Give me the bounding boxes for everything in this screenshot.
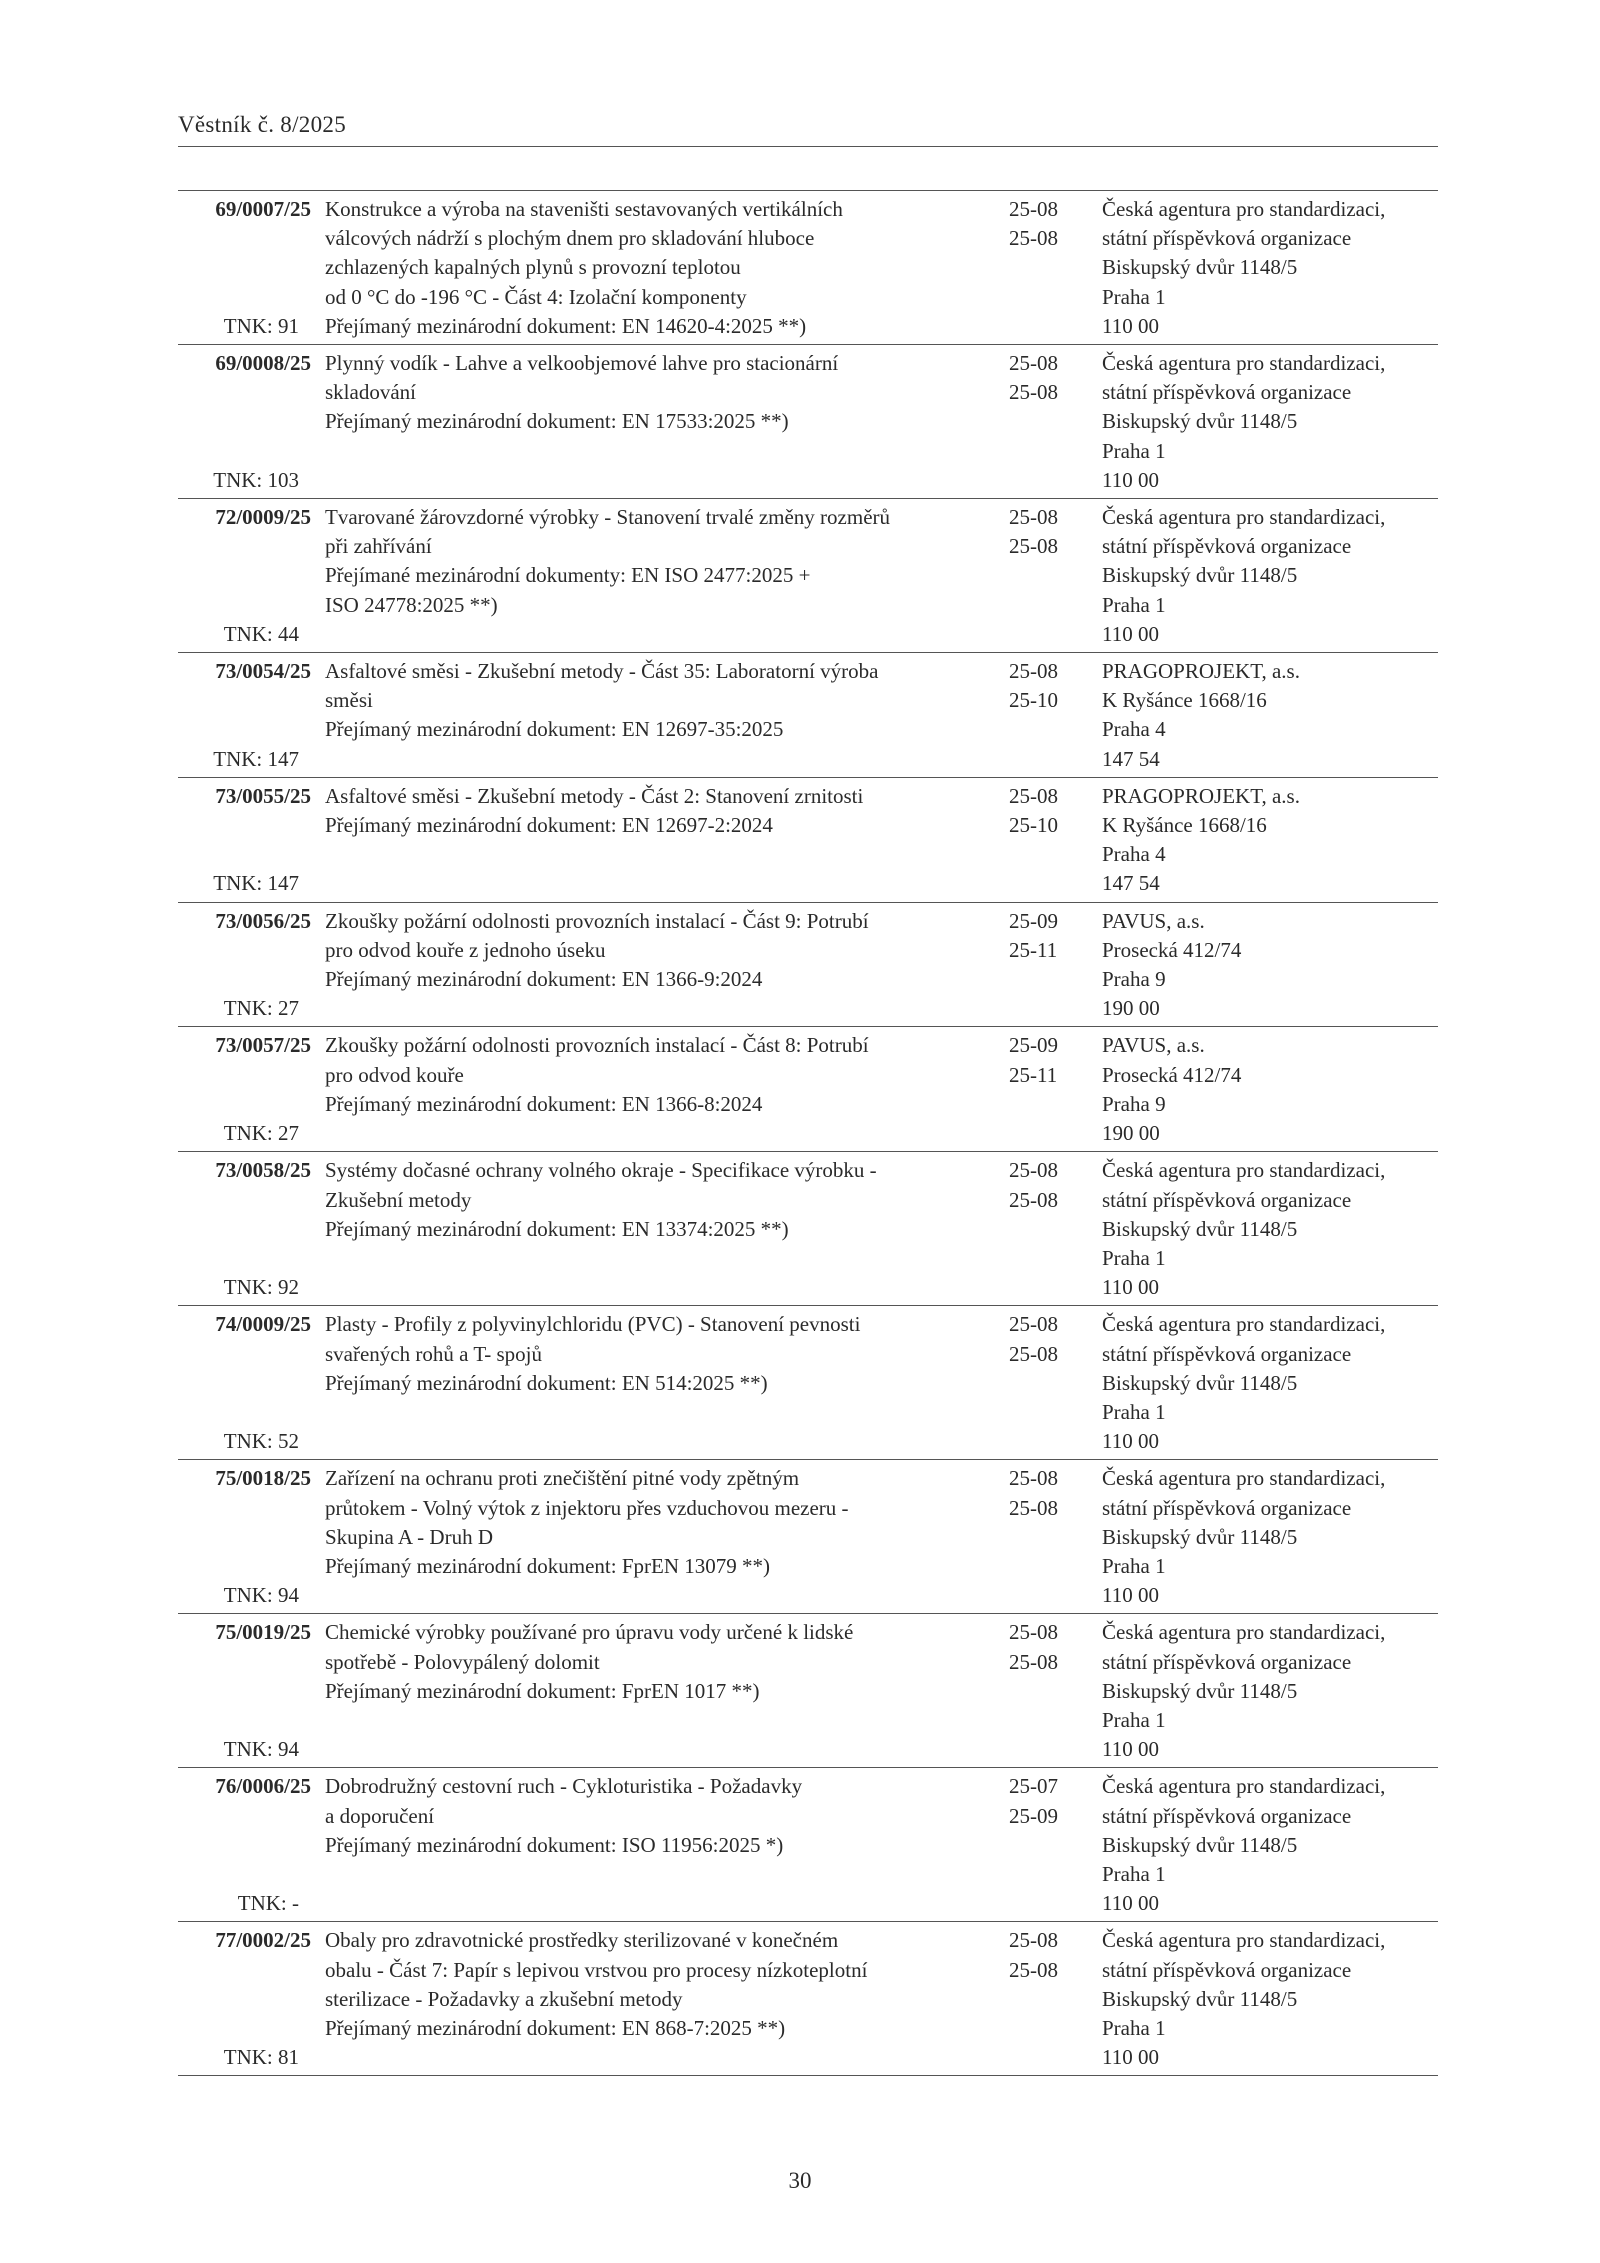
organization-cell-line: Biskupský dvůr 1148/5 [1102,563,1298,588]
dates-cell [1009,1614,1086,1767]
description-cell-line: Asfaltové směsi - Zkušební metody - Část 2: Stanovení zrnitosti [325,783,864,808]
description-cell [325,1306,997,1459]
organization-cell-line: 110 00 [1102,2045,1159,2070]
organization-cell-line: Biskupský dvůr 1148/5 [1102,255,1298,280]
organization-cell-line: K Ryšánce 1668/16 [1102,813,1267,838]
description-cell-line: Přejímaný mezinárodní dokument: EN 12697-35:2025 [325,717,784,742]
standard-number: 69/0007/25 [215,197,311,221]
description-cell-line: pro odvod kouře z jednoho úseku [325,937,606,962]
dates-cell [1009,499,1086,652]
standard-id-cell [178,499,311,652]
organization-cell-line: Česká agentura pro standardizaci, [1102,1158,1386,1183]
organization-cell-line: Praha 1 [1102,2015,1166,2040]
organization-cell-line: Česká agentura pro standardizaci, [1102,1928,1386,1953]
organization-cell-line: Česká agentura pro standardizaci, [1102,1312,1386,1337]
tnk-label: TNK: 52 [223,1429,299,1454]
organization-cell [1102,1152,1438,1305]
dates-cell [1009,1922,1086,2075]
table-row [178,1922,1438,2076]
table-row [178,1152,1438,1306]
description-cell [325,1027,997,1151]
standard-number: 74/0009/25 [215,1312,311,1337]
tnk-label: TNK: 81 [223,2045,299,2070]
standard-number: 77/0002/25 [215,1928,311,1953]
organization-cell-line: 147 54 [1102,871,1160,896]
organization-cell-line: Česká agentura pro standardizaci, [1102,351,1386,376]
standard-number: 73/0057/25 [215,1033,311,1058]
organization-cell-line: Praha 1 [1102,284,1166,309]
dates-cell-line: 25-09 [1009,908,1058,933]
organization-cell [1102,499,1438,652]
description-cell [325,345,997,498]
organization-cell-line: PRAGOPROJEKT, a.s. [1102,783,1300,808]
organization-cell-line: Praha 1 [1102,1399,1166,1424]
dates-cell [1009,191,1086,344]
standard-id-cell [178,653,311,777]
dates-cell-line: 25-10 [1009,813,1058,838]
standard-id-cell [178,1922,311,2075]
table-row [178,1768,1438,1922]
description-cell-line: obalu - Část 7: Papír s lepivou vrstvou pro procesy nízkoteplotní [325,1957,868,1982]
dates-cell-line: 25-09 [1009,1803,1058,1828]
standard-number: 72/0009/25 [215,505,311,530]
tnk-label: TNK: 92 [223,1275,299,1300]
organization-cell-line: Česká agentura pro standardizaci, [1102,197,1386,221]
organization-cell [1102,1614,1438,1767]
description-cell [325,903,997,1027]
organization-cell-line: Prosecká 412/74 [1102,937,1242,962]
organization-cell-line: Biskupský dvůr 1148/5 [1102,1678,1298,1703]
description-cell-line: Přejímaný mezinárodní dokument: EN 13374:2025 **) [325,1216,789,1241]
organization-cell-line: Biskupský dvůr 1148/5 [1102,1216,1298,1241]
description-cell-line: Přejímané mezinárodní dokumenty: EN ISO 2477:2025 + [325,563,811,588]
journal-header-title: Věstník č. 8/2025 [178,112,346,137]
description-cell [325,653,997,777]
organization-cell-line: Prosecká 412/74 [1102,1062,1242,1087]
dates-cell [1009,653,1086,777]
organization-cell-line: Česká agentura pro standardizaci, [1102,1620,1386,1645]
organization-cell-line: 110 00 [1102,1429,1159,1454]
dates-cell-line: 25-09 [1009,1033,1058,1058]
dates-cell-line: 25-08 [1009,1957,1058,1982]
dates-cell-line: 25-08 [1009,1495,1058,1520]
organization-cell-line: Praha 9 [1102,967,1166,992]
description-cell-line: Přejímaný mezinárodní dokument: EN 17533:2025 **) [325,409,789,434]
description-cell [325,1768,997,1921]
standard-number: 73/0055/25 [215,783,311,808]
description-cell-line: při zahřívání [325,534,432,559]
description-cell [325,1152,997,1305]
organization-cell-line: státní příspěvková organizace [1102,226,1352,251]
description-cell-line: Zkoušky požární odolnosti provozních instalací - Část 8: Potrubí [325,1033,869,1058]
description-cell-line: spotřebě - Polovypálený dolomit [325,1649,600,1674]
organization-cell [1102,1460,1438,1613]
standard-number: 76/0006/25 [215,1774,311,1799]
organization-cell-line: 190 00 [1102,1121,1160,1146]
description-cell-line: směsi [325,688,373,713]
table-row [178,1614,1438,1768]
description-cell [325,1460,997,1613]
dates-cell-line: 25-08 [1009,783,1058,808]
description-cell-line: Zkušební metody [325,1187,472,1212]
organization-cell-line: Praha 1 [1102,1861,1166,1886]
dates-cell-line: 25-07 [1009,1774,1058,1799]
tnk-label: TNK: 147 [213,746,299,771]
standard-number: 73/0054/25 [215,659,311,684]
dates-cell [1009,1768,1086,1921]
organization-cell [1102,1922,1438,2075]
table-row [178,1306,1438,1460]
description-cell-line: Asfaltové směsi - Zkušební metody - Část 35: Laboratorní výroba [325,659,879,684]
tnk-label: TNK: 147 [213,871,299,896]
description-cell-line: Plynný vodík - Lahve a velkoobjemové lahve pro stacionární [325,351,839,376]
standard-number: 73/0058/25 [215,1158,311,1183]
tnk-label: TNK: 27 [223,996,299,1021]
dates-cell-line: 25-08 [1009,351,1058,376]
organization-cell-line: Biskupský dvůr 1148/5 [1102,1986,1298,2011]
organization-cell-line: PAVUS, a.s. [1102,908,1205,933]
organization-cell-line: 110 00 [1102,621,1159,646]
description-cell-line: pro odvod kouře [325,1062,464,1087]
dates-cell [1009,1306,1086,1459]
organization-cell-line: Biskupský dvůr 1148/5 [1102,409,1298,434]
standard-number: 73/0056/25 [215,908,311,933]
organization-cell-line: Biskupský dvůr 1148/5 [1102,1832,1298,1857]
standard-id-cell [178,1460,311,1613]
organization-cell-line: Biskupský dvůr 1148/5 [1102,1524,1298,1549]
standard-id-cell [178,1306,311,1459]
organization-cell-line: Praha 1 [1102,1553,1166,1578]
dates-cell [1009,1152,1086,1305]
dates-cell [1009,778,1086,902]
dates-cell-line: 25-08 [1009,1187,1058,1212]
standard-id-cell [178,191,311,344]
description-cell [325,191,997,344]
description-cell-line: Dobrodružný cestovní ruch - Cykloturistika - Požadavky [325,1774,803,1799]
description-cell-line: sterilizace - Požadavky a zkušební metody [325,1986,683,2011]
organization-cell-line: 110 00 [1102,1891,1159,1916]
organization-cell [1102,1306,1438,1459]
organization-cell-line: státní příspěvková organizace [1102,534,1352,559]
dates-cell-line: 25-08 [1009,505,1058,530]
dates-cell-line: 25-08 [1009,1928,1058,1953]
organization-cell-line: státní příspěvková organizace [1102,1187,1352,1212]
organization-cell-line: Praha 1 [1102,592,1166,617]
organization-cell-line: 110 00 [1102,313,1159,338]
standards-table [178,190,1438,2076]
tnk-label: TNK: 27 [223,1121,299,1146]
description-cell-line: skladování [325,380,416,405]
description-cell-line: Tvarované žárovzdorné výrobky - Stanovení trvalé změny rozměrů [325,505,891,530]
organization-cell-line: Praha 4 [1102,717,1166,742]
organization-cell [1102,1027,1438,1151]
tnk-label: TNK: 103 [213,467,299,492]
organization-cell-line: PRAGOPROJEKT, a.s. [1102,659,1300,684]
dates-cell-line: 25-08 [1009,659,1058,684]
dates-cell-line: 25-08 [1009,1620,1058,1645]
description-cell-line: Přejímaný mezinárodní dokument: EN 868-7:2025 **) [325,2015,786,2040]
header-divider [178,146,1438,147]
organization-cell-line: Praha 4 [1102,842,1166,867]
page-number: 30 [788,2168,812,2193]
description-cell-line: Obaly pro zdravotnické prostředky sterilizované v konečném [325,1928,839,1953]
table-row [178,1027,1438,1152]
tnk-label: TNK: 91 [223,313,299,338]
description-cell-line: zchlazených kapalných plynů s provozní teplotou [325,255,741,280]
description-cell-line: Přejímaný mezinárodní dokument: EN 1366-9:2024 [325,967,763,992]
description-cell-line: Plasty - Profily z polyvinylchloridu (PVC) - Stanovení pevnosti [325,1312,861,1337]
tnk-label: TNK: 94 [223,1737,299,1762]
organization-cell-line: státní příspěvková organizace [1102,1803,1352,1828]
description-cell-line: Přejímaný mezinárodní dokument: EN 14620-4:2025 **) [325,313,807,338]
description-cell [325,778,997,902]
organization-cell [1102,191,1438,344]
tnk-label: TNK: 44 [223,621,299,646]
organization-cell [1102,778,1438,902]
standard-id-cell [178,1152,311,1305]
table-row [178,191,1438,345]
dates-cell [1009,1027,1086,1151]
description-cell-line: Skupina A - Druh D [325,1524,493,1549]
description-cell-line: Systémy dočasné ochrany volného okraje - Specifikace výrobku - [325,1158,877,1183]
dates-cell [1009,345,1086,498]
organization-cell-line: státní příspěvková organizace [1102,1957,1352,1982]
table-row [178,1460,1438,1614]
organization-cell-line: 110 00 [1102,1737,1159,1762]
dates-cell-line: 25-08 [1009,534,1058,559]
description-cell-line: Zařízení na ochranu proti znečištění pitné vody zpětným [325,1466,800,1491]
dates-cell [1009,1460,1086,1613]
tnk-label: TNK: - [237,1891,299,1916]
dates-cell-line: 25-10 [1009,688,1058,713]
organization-cell-line: Česká agentura pro standardizaci, [1102,1774,1386,1799]
standard-id-cell [178,1768,311,1921]
standard-number: 69/0008/25 [215,351,311,376]
dates-cell-line: 25-08 [1009,197,1058,221]
organization-cell [1102,653,1438,777]
organization-cell [1102,345,1438,498]
standard-id-cell [178,1614,311,1767]
description-cell-line: Chemické výrobky používané pro úpravu vody určené k lidské [325,1620,854,1645]
description-cell-line: Přejímaný mezinárodní dokument: ISO 11956:2025 *) [325,1832,784,1857]
organization-cell-line: 147 54 [1102,746,1160,771]
dates-cell-line: 25-11 [1009,937,1058,962]
table-row [178,345,1438,499]
dates-cell-line: 25-08 [1009,380,1058,405]
table-row [178,499,1438,653]
dates-cell-line: 25-08 [1009,1649,1058,1674]
description-cell-line: ISO 24778:2025 **) [325,592,498,617]
description-cell-line: Konstrukce a výroba na staveništi sestavovaných vertikálních [325,197,843,221]
organization-cell-line: Biskupský dvůr 1148/5 [1102,1370,1298,1395]
standard-id-cell [178,1027,311,1151]
description-cell-line: a doporučení [325,1803,435,1828]
description-cell-line: průtokem - Volný výtok z injektoru přes vzduchovou mezeru - [325,1495,849,1520]
description-cell-line: od 0 °C do -196 °C - Část 4: Izolační komponenty [325,284,747,309]
dates-cell-line: 25-08 [1009,1466,1058,1491]
description-cell-line: Přejímaný mezinárodní dokument: EN 1366-8:2024 [325,1091,763,1116]
organization-cell-line: Praha 9 [1102,1091,1166,1116]
dates-cell-line: 25-08 [1009,226,1058,251]
organization-cell-line: státní příspěvková organizace [1102,1495,1352,1520]
organization-cell-line: Praha 1 [1102,1707,1166,1732]
table-row [178,778,1438,903]
description-cell-line: svařených rohů a T- spojů [325,1341,542,1366]
organization-cell-line: 110 00 [1102,1583,1159,1608]
standard-id-cell [178,903,311,1027]
organization-cell-line: 110 00 [1102,1275,1159,1300]
dates-cell-line: 25-08 [1009,1312,1058,1337]
description-cell-line: Zkoušky požární odolnosti provozních instalací - Část 9: Potrubí [325,908,869,933]
dates-cell [1009,903,1086,1027]
dates-cell-line: 25-08 [1009,1341,1058,1366]
description-cell-line: Přejímaný mezinárodní dokument: FprEN 13079 **) [325,1553,771,1578]
standard-id-cell [178,778,311,902]
description-cell [325,1922,997,2075]
description-cell [325,499,997,652]
standard-number: 75/0019/25 [215,1620,311,1645]
standard-number: 75/0018/25 [215,1466,311,1491]
description-cell-line: Přejímaný mezinárodní dokument: EN 12697-2:2024 [325,813,773,838]
organization-cell-line: 190 00 [1102,996,1160,1021]
table-row [178,903,1438,1028]
organization-cell-line: Česká agentura pro standardizaci, [1102,505,1386,530]
description-cell-line: Přejímaný mezinárodní dokument: EN 514:2025 **) [325,1370,768,1395]
table-row [178,653,1438,778]
tnk-label: TNK: 94 [223,1583,299,1608]
organization-cell-line: 110 00 [1102,467,1159,492]
dates-cell-line: 25-08 [1009,1158,1058,1183]
standard-id-cell [178,345,311,498]
organization-cell-line: Česká agentura pro standardizaci, [1102,1466,1386,1491]
organization-cell-line: Praha 1 [1102,438,1166,463]
organization-cell-line: státní příspěvková organizace [1102,1649,1352,1674]
organization-cell-line: státní příspěvková organizace [1102,380,1352,405]
organization-cell-line: PAVUS, a.s. [1102,1033,1205,1058]
organization-cell-line: K Ryšánce 1668/16 [1102,688,1267,713]
description-cell-line: válcových nádrží s plochým dnem pro skladování hluboce [325,226,815,251]
organization-cell-line: státní příspěvková organizace [1102,1341,1352,1366]
organization-cell [1102,903,1438,1027]
dates-cell-line: 25-11 [1009,1062,1058,1087]
organization-cell [1102,1768,1438,1921]
organization-cell-line: Praha 1 [1102,1245,1166,1270]
description-cell-line: Přejímaný mezinárodní dokument: FprEN 1017 **) [325,1678,760,1703]
description-cell [325,1614,997,1767]
